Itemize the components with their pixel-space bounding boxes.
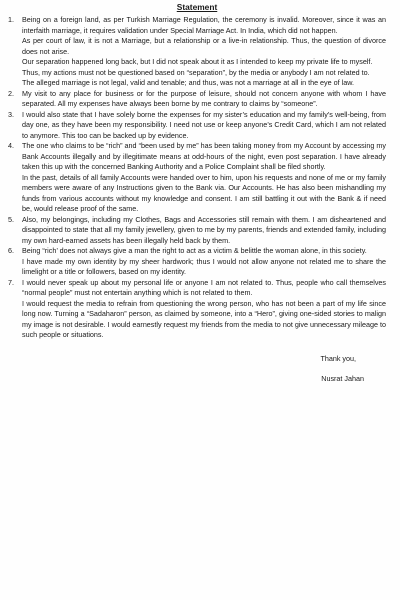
closing-line: Thank you, <box>320 353 356 363</box>
item-paragraph: I have made my own identity by my sheer hardwork; thus I would not allow anyone not related me to share the limelight or a title or followers, based on my identity. <box>22 256 386 276</box>
statement-item <box>8 89 386 110</box>
item-paragraph: I would also state that I have solely borne the expenses for my sister’s education and my family’s well-being, from day one, as they have been my responsibility. I need not use or keep anyone’s Credit Card, which I am not related to anymore. This too can be backed up by evidence. <box>22 109 386 140</box>
item-paragraph: I would never speak up about my personal life or anyone I am not related to. Thus, people who call themselves “normal people” must not entertain anything which is not related to them. <box>22 277 386 297</box>
item-paragraph: My visit to any place for business or for the purpose of leisure, should not concern anyone with whom I have separated. All my expenses have always been borne by me contrary to claims by “someone”. <box>22 88 386 108</box>
statement-item <box>8 110 386 142</box>
item-number: 1. <box>8 15 14 24</box>
item-number: 6. <box>8 246 14 255</box>
item-number: 3. <box>8 109 14 119</box>
item-number: 2. <box>8 88 14 98</box>
statement-item <box>8 246 386 278</box>
statement-item <box>8 215 386 247</box>
item-paragraph: I would request the media to refrain from questioning the wrong person, who has not been a part of my life since long now. Turning a “Sadaharon” person, as claimed by someone, into a “Hero”, giving one-sided stories to malign my image is not desirable. I would earnestly request my friends from the media to not give unnecessary mileage to such people or situations. <box>22 298 386 339</box>
item-paragraph: Thus, my actions must not be questioned based on “separation”, by the media or anybody I am not related to. <box>22 67 370 77</box>
item-paragraph: The one who claims to be “rich” and “been used by me” has been taking money from my Account by accessing my Bank Accounts illegally and by illegitimate means at odd-hours of the night, even post separation. I have already taken this up with the concerned Banking Authority and a Police Complaint shall be filed shortly. <box>22 141 386 171</box>
document-title: Statement <box>176 2 218 12</box>
signature-block <box>8 354 386 385</box>
statement-item <box>8 278 386 341</box>
item-paragraph: Our separation happened long back, but I did not speak about it as I intended to keep my private life to myself. <box>22 57 373 66</box>
statement-items-list <box>8 15 386 341</box>
item-paragraph: The alleged marriage is not legal, valid and tenable; and thus, was not a marriage at all in the eye of law. <box>22 78 355 87</box>
item-paragraph: Also, my belongings, including my Clothes, Bags and Accessories still remain with them. I am disheartened and disappointed to state that all my family jewellery, given to me by my parents, friends and extended family, including my own hard-earned assets has been illegally held back by them. <box>22 214 386 245</box>
statement-item <box>8 15 386 89</box>
item-number: 7. <box>8 277 14 287</box>
item-paragraph: Being “rich’ does not always give a man the right to act as a victim & belittle the woman alone, in this society. <box>22 246 367 255</box>
item-paragraph: As per court of law, it is not a Marriage, but a relationship or a live-in relationship. Thus, the question of divorce does not arise. <box>22 36 386 56</box>
item-paragraph: In the past, details of all family Accounts were handed over to him, upon his requests and none of me or my family members were aware of any Instructions given to the Bank via. Our Accounts. He has also been mishandling my funds from various accounts without my knowledge and consent. I am still battling it out with the Bank & if need be, would release proof of the same. <box>22 172 386 213</box>
item-number: 4. <box>8 141 14 150</box>
statement-item <box>8 141 386 215</box>
item-paragraph: Being on a foreign land, as per Turkish Marriage Regulation, the ceremony is invalid. Moreover, since it was an interfaith marriage, it requires validation under Special Marriage Act. In India, which did not happen. <box>22 15 386 35</box>
item-number: 5. <box>8 214 14 224</box>
signer-name: Nusrat Jahan <box>321 374 364 383</box>
